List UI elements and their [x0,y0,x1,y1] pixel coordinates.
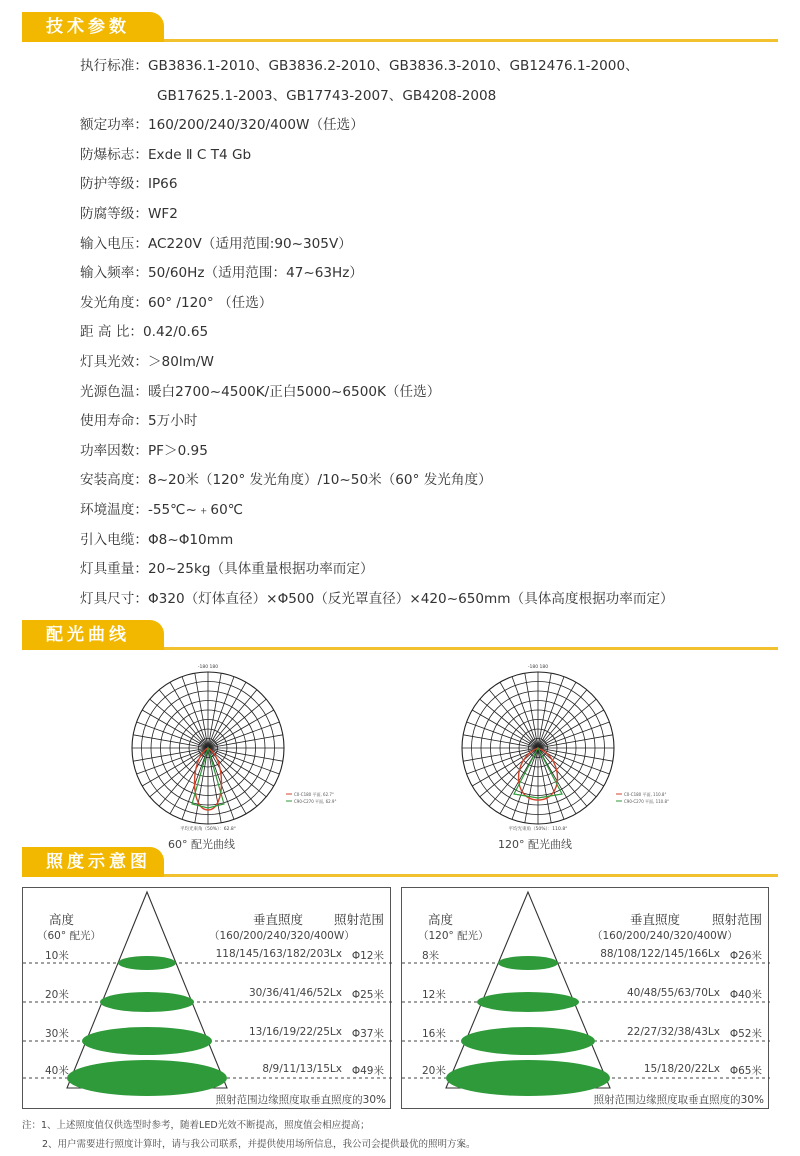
spec-label: 环境温度： [80,501,148,518]
row-illuminance: 88/108/122/145/166Lx [600,948,720,960]
range-header: 照射范围 [711,912,762,927]
spec-row [80,437,790,467]
light-cone [446,892,610,1088]
spec-label: 防腐等级： [80,205,148,222]
note-line: 注：1、上述照度值仅供选型时参考，随着LED光效不断提高，照度值会相应提高； [22,1120,370,1131]
spec-row [80,496,790,526]
spec-value: 5万小时 [147,413,198,430]
polar-footer: 平均光束角（50%）：110.8° [508,827,568,832]
row-height: 8米 [422,950,440,962]
light-spot [100,992,194,1012]
polar-diagram-60 [118,660,337,832]
illuminance-header: 垂直照度 [253,912,304,927]
polar-top-label: -180 180 [527,665,549,670]
range-header: 照射范围 [333,912,384,927]
row-illuminance: 13/16/19/22/25Lx [248,1026,342,1038]
light-spot [446,1060,610,1096]
spec-value: 暖白2700~4500K/正白5000~6500K（任选） [147,383,441,400]
section-title: 技术参数 [22,12,164,42]
curve-caption: 120° 配光曲线 [498,838,572,851]
spec-value: IP66 [147,176,178,193]
spec-label: 额定功率： [80,117,148,134]
section-title: 配光曲线 [22,620,164,650]
notes [22,1116,476,1154]
spec-value: Exde Ⅱ C T4 Gb [147,146,252,163]
spec-label: 防爆标志： [80,146,148,163]
row-range: Φ12米 [351,950,384,962]
row-illuminance: 118/145/163/182/203Lx [215,948,342,960]
spec-label: 灯具重量： [80,561,148,578]
spec-value: 50/60Hz（适用范围：47~63Hz） [147,265,363,282]
spec-value: ＞80lm/W [147,353,214,370]
light-spot [118,956,176,970]
light-spot [461,1027,595,1055]
spec-value: WF2 [147,205,178,222]
spec-value: GB17625.1-2003、GB17743-2007、GB4208-2008 [157,87,497,104]
spec-row [80,111,790,141]
spec-label: 功率因数： [80,442,148,459]
row-height: 30米 [45,1028,69,1040]
illuminance-header: 垂直照度 [630,912,681,927]
curve-caption: 60° 配光曲线 [168,838,235,851]
box-footnote: 照射范围边缘照度取垂直照度的30% [215,1094,386,1106]
spec-label: 执行标准： [80,58,148,74]
spec-label: 距 高 比： [80,324,144,341]
spec-row [80,82,790,112]
spec-value: -55℃~﹢60℃ [147,501,243,518]
spec-row [80,200,790,230]
spec-row [80,526,790,556]
row-range: Φ52米 [729,1028,762,1040]
row-height: 20米 [45,989,69,1001]
height-header: 高度 [428,912,454,927]
light-spot [82,1027,212,1055]
spec-row [80,585,790,615]
row-height: 16米 [422,1028,446,1040]
spec-label: 发光角度： [80,294,148,311]
spec-value: 0.42/0.65 [143,324,209,341]
spec-label: 输入频率： [80,265,148,282]
angle-label: （120° 配光） [418,930,489,942]
spec-value: Φ8~Φ10mm [147,531,234,548]
spec-value: 20~25kg（具体重量根据功率而定） [147,561,374,578]
spec-value: PF＞0.95 [147,442,208,459]
spec-row [80,259,790,289]
box-footnote: 照射范围边缘照度取垂直照度的30% [593,1094,764,1106]
spec-label: 引入电缆： [80,531,148,548]
spec-value: 60° /120° （任选） [147,294,273,311]
spec-value: AC220V（适用范围:90~305V） [147,235,352,252]
spec-row [80,52,790,82]
spec-row [80,289,790,319]
row-illuminance: 30/36/41/46/52Lx [248,987,342,999]
spec-value: 160/200/240/320/400W（任选） [147,117,364,134]
spec-list [80,52,790,614]
row-height: 20米 [422,1065,446,1077]
section-title: 照度示意图 [22,847,164,877]
polar-footer: 平均光束角（50%）：62.8° [179,827,237,832]
row-range: Φ26米 [729,950,762,962]
row-range: Φ65米 [729,1065,762,1077]
row-range: Φ37米 [351,1028,384,1040]
illuminance-box-120 [401,887,769,1109]
power-list: （160/200/240/320/400W） [209,930,355,942]
row-illuminance: 8/9/11/13/15Lx [262,1063,342,1075]
spec-row [80,318,790,348]
spec-label: 输入电压： [80,235,148,252]
light-spot [477,992,579,1012]
polar-top-label: -180 180 [197,665,219,670]
spec-label: 防护等级： [80,176,148,193]
angle-label: （60° 配光） [37,930,101,942]
row-illuminance: 22/27/32/38/43Lx [626,1026,720,1038]
spec-value: GB3836.1-2010、GB3836.2-2010、GB3836.3-2010、GB12476.1-2000、 [147,58,639,74]
spec-label: 使用寿命： [80,413,148,430]
legend-entry: C90-C270 平面, 110.8° [624,799,670,804]
row-illuminance: 15/18/20/22Lx [643,1063,720,1075]
spec-row [80,466,790,496]
row-range: Φ40米 [729,989,762,1001]
note-line: 2、用户需要进行照度计算时，请与我公司联系，并提供使用场所信息，我公司会提供最优的照明方案。 [42,1139,476,1150]
spec-label: 光源色温： [80,383,148,400]
spec-row [80,348,790,378]
spec-row [80,170,790,200]
legend-entry: C0-C180 平面, 62.7° [294,792,334,797]
light-spot [67,1060,227,1096]
spec-row [80,230,790,260]
spec-row [80,378,790,408]
row-height: 40米 [45,1065,69,1077]
spec-value: Φ320（灯体直径）×Φ500（反光罩直径）×420~650mm（具体高度根据功率而定） [147,590,674,607]
spec-row [80,407,790,437]
row-illuminance: 40/48/55/63/70Lx [626,987,720,999]
spec-label: 安装高度： [80,472,148,489]
spec-label: 灯具尺寸： [80,590,148,607]
spec-row [80,141,790,171]
illuminance-box-60 [22,887,391,1109]
light-spot [498,956,558,970]
power-list: （160/200/240/320/400W） [592,930,738,942]
row-height: 12米 [422,989,446,1001]
row-height: 10米 [45,950,69,962]
light-cone [67,892,227,1088]
height-header: 高度 [49,912,75,927]
spec-label: 灯具光效： [80,353,148,370]
legend-entry: C90-C270 平面, 62.9° [294,799,337,804]
legend-entry: C0-C180 平面, 110.8° [624,792,667,797]
spec-value: 8~20米（120° 发光角度）/10~50米（60° 发光角度） [147,472,492,489]
row-range: Φ25米 [351,989,384,1001]
polar-diagram-120 [448,660,670,832]
spec-row [80,555,790,585]
row-range: Φ49米 [351,1065,384,1077]
